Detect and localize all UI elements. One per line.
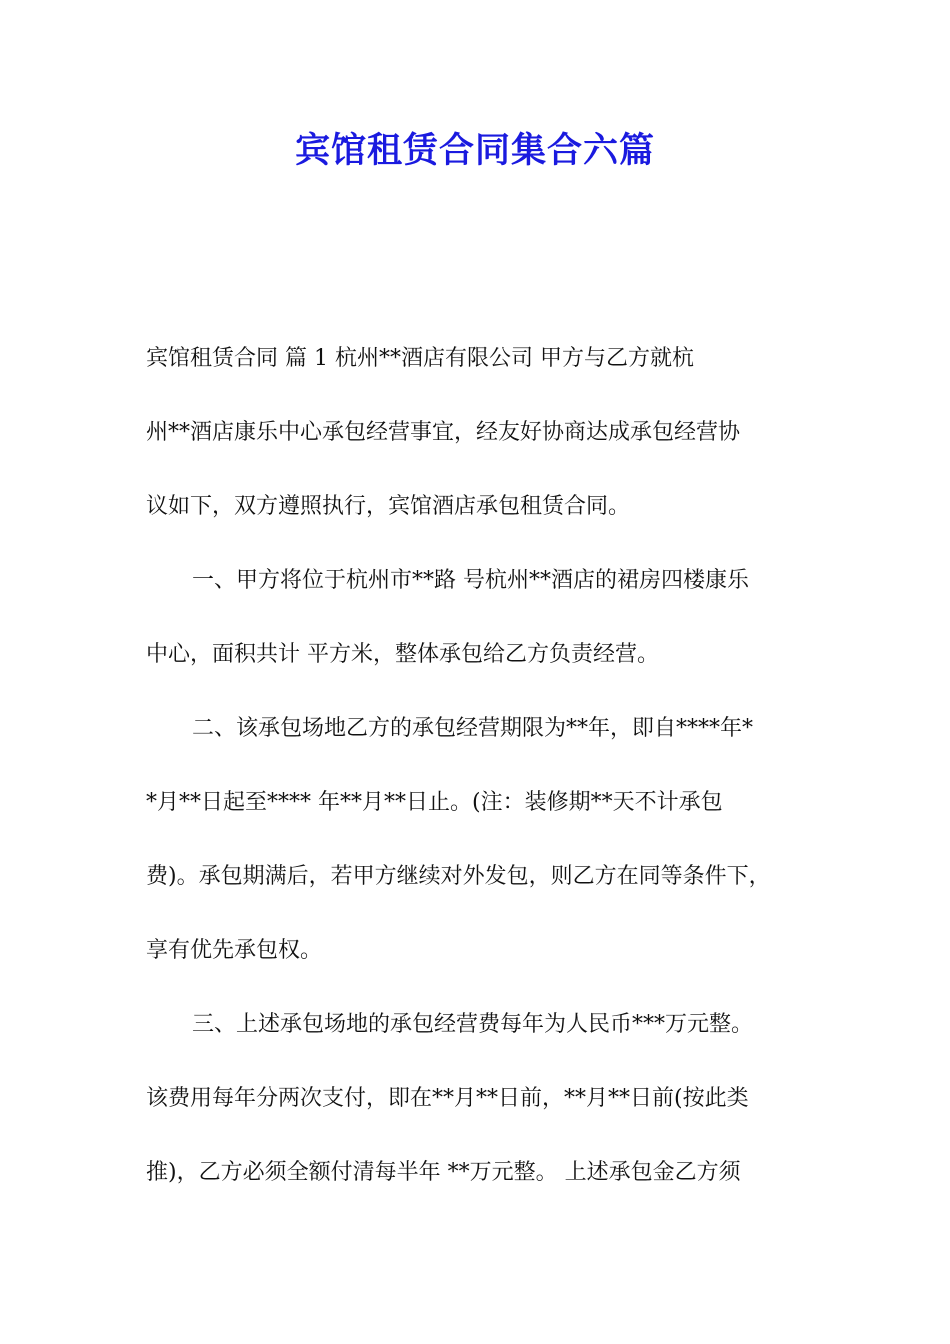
paragraph-line: 一、甲方将位于杭州市**路 号杭州**酒店的裙房四楼康乐 — [192, 568, 749, 593]
paragraph-line: 三、上述承包场地的承包经营费每年为人民币***万元整。 — [192, 1012, 754, 1037]
paragraph-line: *月**日起至**** 年**月**日止。(注：装修期**天不计承包 — [146, 790, 723, 815]
paragraph-line: 州**酒店康乐中心承包经营事宜，经友好协商达成承包经营协 — [146, 420, 741, 445]
paragraph-line: 享有优先承包权。 — [146, 938, 323, 963]
paragraph-line: 中心，面积共计 平方米，整体承包给乙方负责经营。 — [146, 642, 659, 667]
paragraph-line: 推)，乙方必须全额付清每半年 **万元整。 上述承包金乙方须 — [146, 1160, 741, 1185]
paragraph-line: 宾馆租赁合同 篇 1 杭州**酒店有限公司 甲方与乙方就杭 — [146, 346, 694, 371]
paragraph-line: 议如下，双方遵照执行，宾馆酒店承包租赁合同。 — [146, 494, 631, 519]
paragraph-line: 二、该承包场地乙方的承包经营期限为**年，即自****年* — [192, 716, 754, 741]
paragraph-line: 该费用每年分两次支付，即在**月**日前，**月**日前(按此类 — [146, 1086, 749, 1111]
document-title: 宾馆租赁合同集合六篇 — [294, 131, 655, 171]
paragraph-line: 费)。承包期满后，若甲方继续对外发包，则乙方在同等条件下， — [146, 864, 771, 889]
